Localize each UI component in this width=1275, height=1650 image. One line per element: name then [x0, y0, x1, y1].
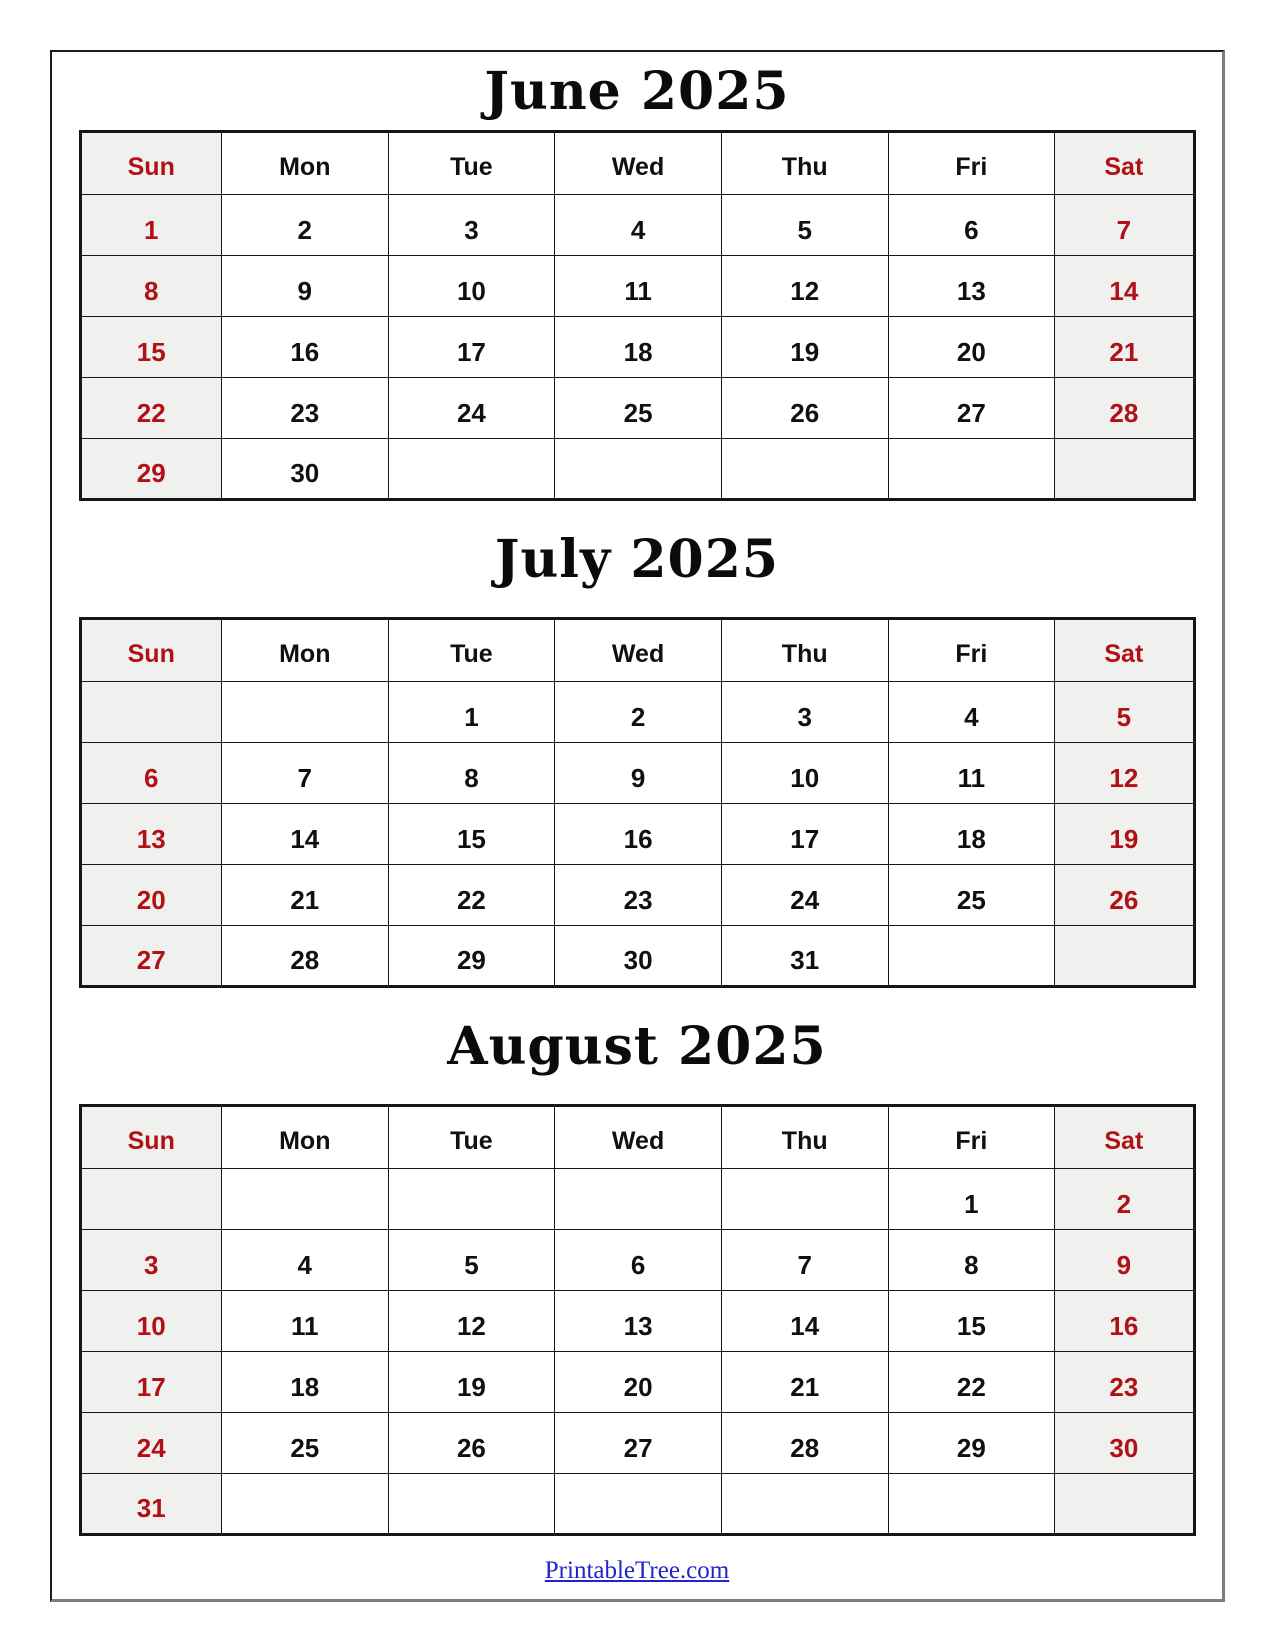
day-cell: 20: [888, 317, 1055, 378]
weekday-header-row: [80, 132, 1194, 195]
weekday-header-thu: Thu: [721, 619, 888, 682]
week-row: [80, 804, 1194, 865]
day-cell: 19: [1055, 804, 1194, 865]
day-cell: 3: [388, 195, 555, 256]
day-cell: 12: [1055, 743, 1194, 804]
day-cell: 8: [80, 256, 221, 317]
day-cell: 2: [221, 195, 388, 256]
weekday-header-fri: Fri: [888, 132, 1055, 195]
day-cell: 18: [555, 317, 722, 378]
day-cell: 24: [388, 378, 555, 439]
day-cell: 7: [1055, 195, 1194, 256]
week-row: [80, 378, 1194, 439]
week-row: [80, 743, 1194, 804]
day-cell: 6: [80, 743, 221, 804]
calendar-table-july: [79, 617, 1196, 988]
day-cell: 25: [221, 1413, 388, 1474]
weekday-header-tue: Tue: [388, 1106, 555, 1169]
day-cell: 10: [80, 1291, 221, 1352]
day-cell: 18: [888, 804, 1055, 865]
week-row: [80, 865, 1194, 926]
day-cell: 29: [388, 926, 555, 987]
day-cell: 13: [80, 804, 221, 865]
empty-day-cell: [721, 1169, 888, 1230]
day-cell: 21: [1055, 317, 1194, 378]
day-cell: 1: [388, 682, 555, 743]
empty-day-cell: [221, 1169, 388, 1230]
weekday-header-tue: Tue: [388, 132, 555, 195]
empty-day-cell: [1055, 439, 1194, 500]
day-cell: 18: [221, 1352, 388, 1413]
day-cell: 26: [1055, 865, 1194, 926]
month-title-june: June 2025: [484, 60, 790, 122]
weekday-header-wed: Wed: [555, 132, 722, 195]
day-cell: 13: [888, 256, 1055, 317]
day-cell: 20: [555, 1352, 722, 1413]
empty-day-cell: [388, 439, 555, 500]
day-cell: 29: [80, 439, 221, 500]
day-cell: 10: [388, 256, 555, 317]
day-cell: 25: [888, 865, 1055, 926]
day-cell: 16: [221, 317, 388, 378]
day-cell: 12: [721, 256, 888, 317]
day-cell: 9: [1055, 1230, 1194, 1291]
day-cell: 21: [721, 1352, 888, 1413]
page-border-frame: [50, 50, 1225, 1602]
day-cell: 23: [555, 865, 722, 926]
day-cell: 4: [888, 682, 1055, 743]
day-cell: 11: [555, 256, 722, 317]
week-row: [80, 682, 1194, 743]
day-cell: 15: [80, 317, 221, 378]
empty-day-cell: [888, 926, 1055, 987]
day-cell: 5: [721, 195, 888, 256]
day-cell: 14: [1055, 256, 1194, 317]
day-cell: 20: [80, 865, 221, 926]
day-cell: 4: [221, 1230, 388, 1291]
day-cell: 25: [555, 378, 722, 439]
day-cell: 3: [80, 1230, 221, 1291]
empty-day-cell: [1055, 1474, 1194, 1535]
empty-day-cell: [888, 439, 1055, 500]
day-cell: 2: [555, 682, 722, 743]
day-cell: 21: [221, 865, 388, 926]
day-cell: 6: [888, 195, 1055, 256]
day-cell: 12: [388, 1291, 555, 1352]
day-cell: 23: [221, 378, 388, 439]
weekday-header-row: [80, 1106, 1194, 1169]
day-cell: 7: [221, 743, 388, 804]
empty-day-cell: [388, 1474, 555, 1535]
day-cell: 7: [721, 1230, 888, 1291]
day-cell: 1: [80, 195, 221, 256]
day-cell: 26: [721, 378, 888, 439]
empty-day-cell: [80, 682, 221, 743]
weekday-header-thu: Thu: [721, 132, 888, 195]
day-cell: 27: [888, 378, 1055, 439]
day-cell: 13: [555, 1291, 722, 1352]
week-row: [80, 1413, 1194, 1474]
day-cell: 29: [888, 1413, 1055, 1474]
footer: [52, 1557, 1222, 1585]
weekday-header-sun: Sun: [80, 132, 221, 195]
weekday-header-mon: Mon: [221, 619, 388, 682]
empty-day-cell: [555, 439, 722, 500]
day-cell: 5: [388, 1230, 555, 1291]
weekday-header-sat: Sat: [1055, 132, 1194, 195]
day-cell: 24: [721, 865, 888, 926]
day-cell: 27: [80, 926, 221, 987]
day-cell: 17: [721, 804, 888, 865]
week-row: [80, 256, 1194, 317]
weekday-header-sun: Sun: [80, 1106, 221, 1169]
day-cell: 19: [721, 317, 888, 378]
day-cell: 16: [555, 804, 722, 865]
day-cell: 11: [888, 743, 1055, 804]
week-row: [80, 926, 1194, 987]
day-cell: 4: [555, 195, 722, 256]
day-cell: 5: [1055, 682, 1194, 743]
day-cell: 31: [721, 926, 888, 987]
day-cell: 16: [1055, 1291, 1194, 1352]
day-cell: 9: [555, 743, 722, 804]
day-cell: 8: [888, 1230, 1055, 1291]
day-cell: 6: [555, 1230, 722, 1291]
week-row: [80, 1169, 1194, 1230]
empty-day-cell: [80, 1169, 221, 1230]
week-row: [80, 195, 1194, 256]
day-cell: 14: [721, 1291, 888, 1352]
day-cell: 27: [555, 1413, 722, 1474]
weekday-header-fri: Fri: [888, 619, 1055, 682]
weekday-header-wed: Wed: [555, 619, 722, 682]
footer-link[interactable]: PrintableTree.com: [544, 1557, 730, 1584]
day-cell: 3: [721, 682, 888, 743]
weekday-header-tue: Tue: [388, 619, 555, 682]
week-row: [80, 1291, 1194, 1352]
weekday-header-mon: Mon: [221, 132, 388, 195]
month-section-july: [52, 501, 1222, 988]
weekday-header-fri: Fri: [888, 1106, 1055, 1169]
day-cell: 8: [388, 743, 555, 804]
day-cell: 17: [388, 317, 555, 378]
week-row: [80, 1352, 1194, 1413]
day-cell: 31: [80, 1474, 221, 1535]
weekday-header-sat: Sat: [1055, 1106, 1194, 1169]
empty-day-cell: [721, 439, 888, 500]
day-cell: 15: [888, 1291, 1055, 1352]
empty-day-cell: [388, 1169, 555, 1230]
week-row: [80, 317, 1194, 378]
day-cell: 23: [1055, 1352, 1194, 1413]
day-cell: 9: [221, 256, 388, 317]
weekday-header-wed: Wed: [555, 1106, 722, 1169]
calendar-table-june: [79, 130, 1196, 501]
day-cell: 28: [721, 1413, 888, 1474]
empty-day-cell: [555, 1169, 722, 1230]
day-cell: 28: [1055, 378, 1194, 439]
empty-day-cell: [888, 1474, 1055, 1535]
day-cell: 14: [221, 804, 388, 865]
day-cell: 10: [721, 743, 888, 804]
day-cell: 30: [555, 926, 722, 987]
day-cell: 22: [888, 1352, 1055, 1413]
calendar-table-august: [79, 1104, 1196, 1536]
day-cell: 30: [221, 439, 388, 500]
weekday-header-row: [80, 619, 1194, 682]
month-title-july: July 2025: [494, 528, 780, 590]
day-cell: 22: [80, 378, 221, 439]
weekday-header-mon: Mon: [221, 1106, 388, 1169]
day-cell: 26: [388, 1413, 555, 1474]
day-cell: 15: [388, 804, 555, 865]
day-cell: 11: [221, 1291, 388, 1352]
day-cell: 28: [221, 926, 388, 987]
day-cell: 19: [388, 1352, 555, 1413]
weekday-header-sun: Sun: [80, 619, 221, 682]
day-cell: 22: [388, 865, 555, 926]
month-title-august: August 2025: [447, 1015, 827, 1077]
month-section-august: [52, 988, 1222, 1536]
empty-day-cell: [555, 1474, 722, 1535]
day-cell: 2: [1055, 1169, 1194, 1230]
week-row: [80, 1474, 1194, 1535]
weekday-header-thu: Thu: [721, 1106, 888, 1169]
day-cell: 1: [888, 1169, 1055, 1230]
week-row: [80, 439, 1194, 500]
empty-day-cell: [721, 1474, 888, 1535]
weekday-header-sat: Sat: [1055, 619, 1194, 682]
week-row: [80, 1230, 1194, 1291]
day-cell: 17: [80, 1352, 221, 1413]
day-cell: 24: [80, 1413, 221, 1474]
month-section-june: [52, 52, 1222, 501]
empty-day-cell: [221, 1474, 388, 1535]
empty-day-cell: [1055, 926, 1194, 987]
day-cell: 30: [1055, 1413, 1194, 1474]
empty-day-cell: [221, 682, 388, 743]
